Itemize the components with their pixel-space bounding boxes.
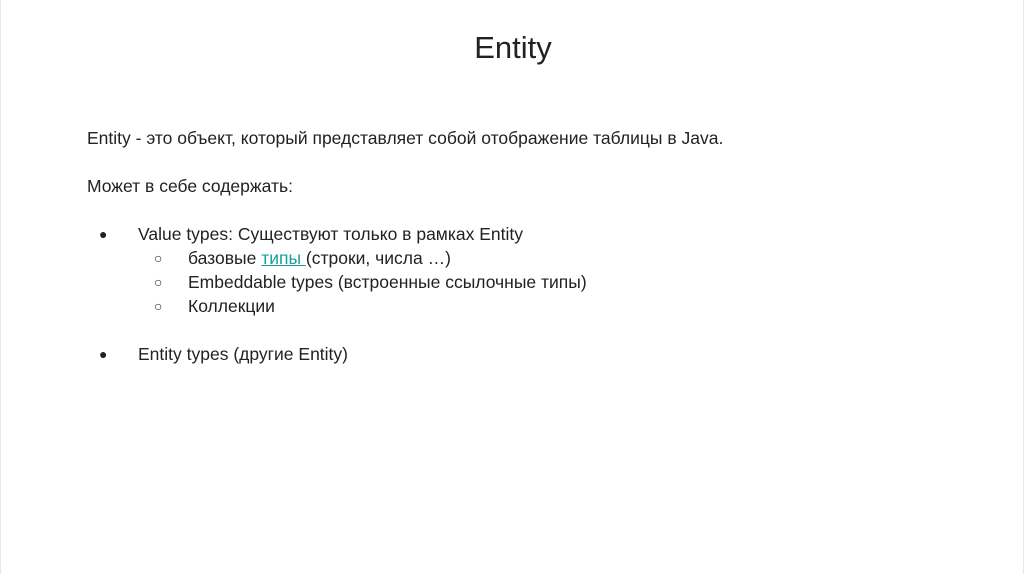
slide-title: Entity bbox=[474, 30, 552, 65]
sub-bullet-icon: ○ bbox=[154, 274, 163, 290]
sub-bullet-icon: ○ bbox=[154, 298, 163, 314]
sub-item-prefix: базовые bbox=[188, 248, 262, 268]
contains-label: Может в себе содержать: bbox=[87, 176, 293, 196]
sub-list-item-text: Embeddable types (встроенные ссылочные типы) bbox=[188, 272, 587, 292]
sub-list-item-collections bbox=[87, 294, 967, 318]
sub-bullet-icon: ○ bbox=[154, 250, 163, 266]
list-item-entity-types bbox=[87, 342, 967, 366]
list-item-value-types bbox=[87, 222, 967, 246]
sub-list-item-embeddable bbox=[87, 270, 967, 294]
list-item-text: Entity types (другие Entity) bbox=[138, 344, 348, 364]
list-item-text: Value types: Существуют только в рамках Entity bbox=[138, 224, 523, 244]
sub-list-item-text: Коллекции bbox=[188, 296, 275, 316]
types-link[interactable]: типы bbox=[261, 248, 306, 268]
slide-body bbox=[87, 126, 967, 366]
intro-paragraph: Entity - это объект, который представляет собой отображение таблицы в Java. bbox=[87, 128, 724, 148]
bullet-icon: ● bbox=[99, 226, 108, 242]
bullet-icon: ● bbox=[99, 346, 108, 362]
spacer bbox=[87, 318, 967, 342]
sub-list-item-basic-types bbox=[87, 246, 967, 270]
sub-item-suffix: (строки, числа …) bbox=[305, 248, 451, 268]
sub-list-item-text bbox=[188, 246, 451, 270]
spacer bbox=[87, 150, 967, 174]
spacer bbox=[87, 198, 967, 222]
